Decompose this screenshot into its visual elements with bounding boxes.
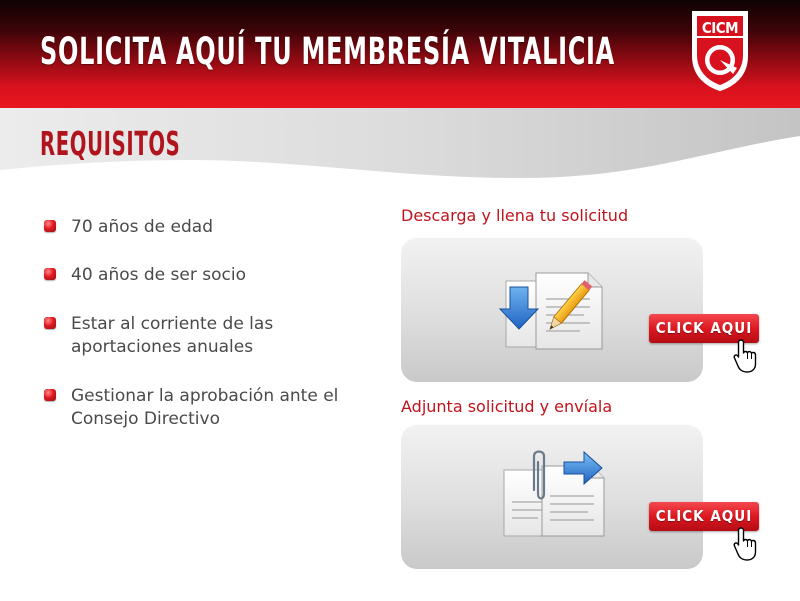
hand-pointer-icon [732, 526, 762, 562]
bullet-icon [44, 220, 56, 232]
attach-send-document-icon [494, 444, 614, 539]
section-title: REQUISITOS [40, 124, 181, 163]
requirement-text: 70 años de edad [71, 217, 214, 237]
send-click-button-label: CLICK AQUI [655, 507, 753, 525]
requirement-text: 40 años de ser socio [71, 265, 246, 285]
logo-text: CICM [701, 19, 739, 37]
bullet-icon [44, 317, 56, 329]
download-panel [401, 237, 753, 382]
step-download-label: Descarga y llena tu solicitud [401, 206, 629, 225]
bullet-icon [44, 268, 56, 280]
header-banner [0, 0, 800, 108]
send-panel [401, 424, 753, 569]
requirement-text: Gestionar la aprobación ante el Consejo Directivo [71, 386, 339, 429]
cicm-logo-icon [687, 8, 753, 92]
page-title: SOLICITA AQUÍ TU MEMBRESÍA VITALICIA [40, 30, 615, 73]
step-send-label: Adjunta solicitud y envíala [401, 397, 613, 416]
download-document-icon [494, 257, 614, 352]
hand-pointer-icon [732, 338, 762, 374]
download-click-button-label: CLICK AQUI [655, 319, 753, 337]
requirement-text: Estar al corriente de las aportaciones anuales [71, 314, 274, 357]
bullet-icon [44, 389, 56, 401]
